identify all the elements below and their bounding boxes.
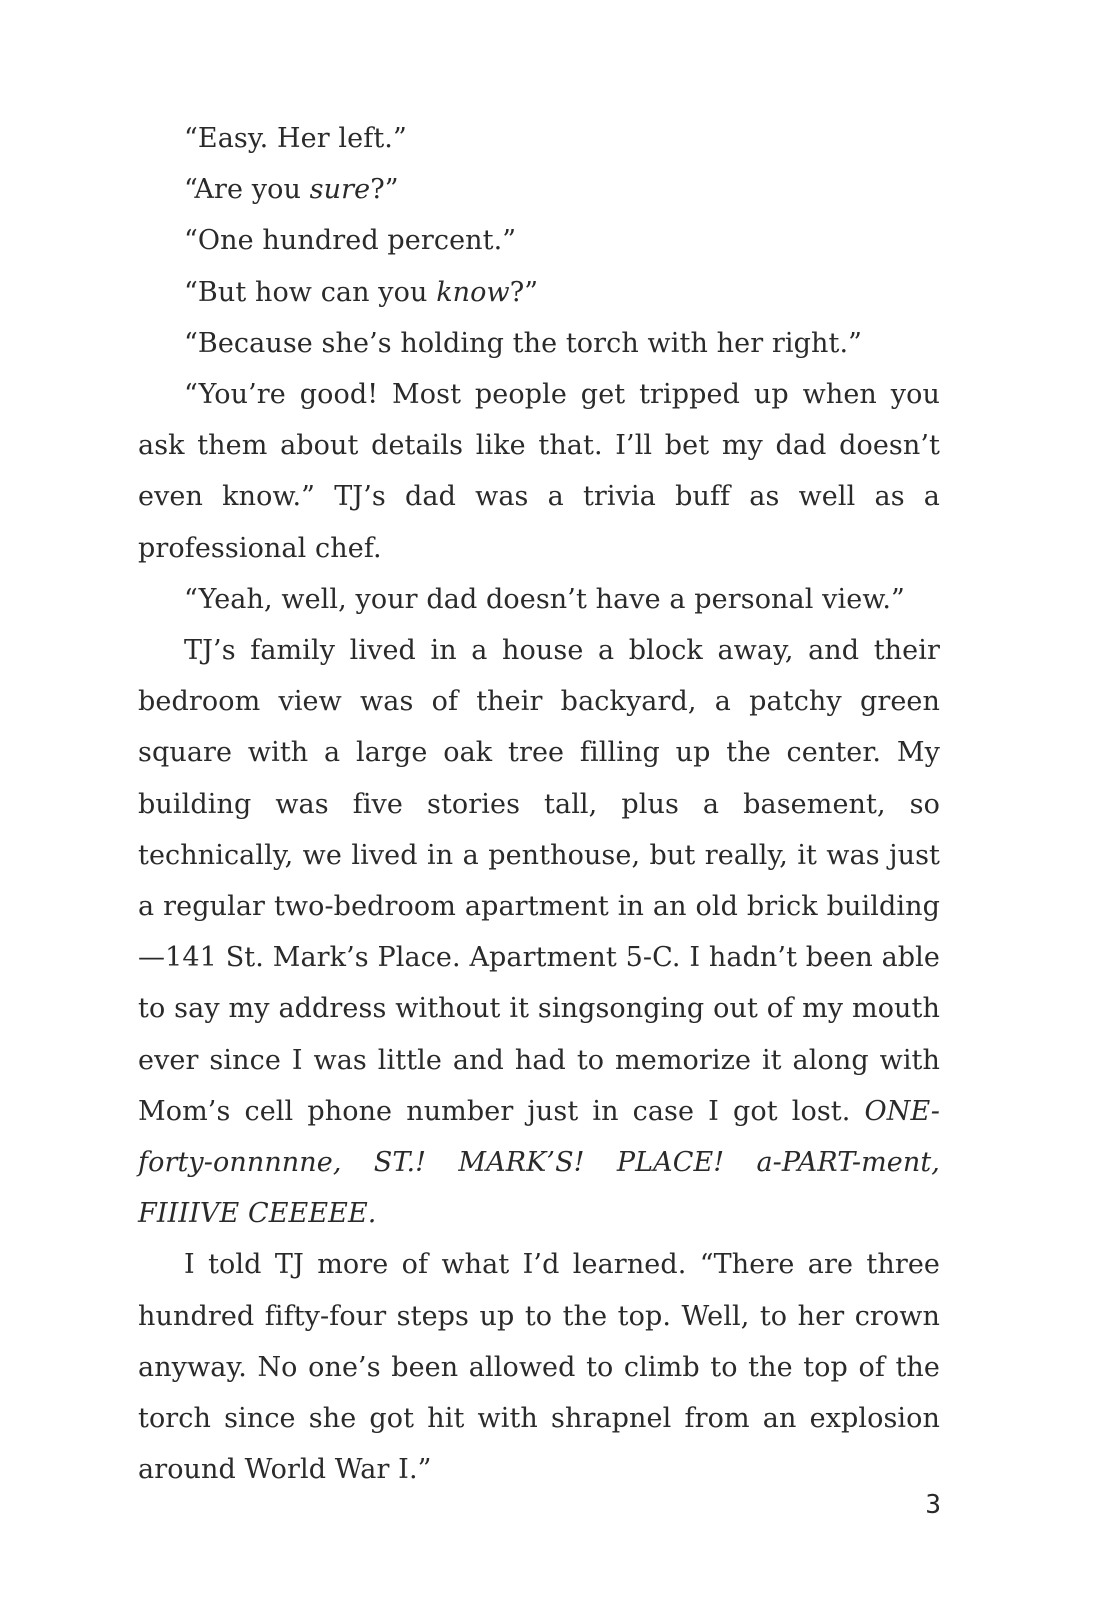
paragraph	[138, 318, 940, 369]
text-run: ?”	[370, 174, 399, 206]
paragraph	[138, 369, 940, 574]
text-run: “You’re good! Most people get tripped up when you ask them about details like that. I’ll bet my dad doesn’t even know.” TJ’s dad was a trivia buff as well as a professional chef.	[138, 379, 940, 564]
text-run: ?”	[509, 276, 539, 308]
italic-text-run: ONE-forty-onnnnne, ST.! MARK’S! PLACE! a-PART-ment, FIIIIVE CEEEEE.	[138, 1095, 940, 1230]
paragraph	[138, 113, 940, 164]
text-run: “One hundred percent.”	[184, 225, 517, 257]
text-run: “But how can you	[184, 276, 437, 308]
text-run: “Yeah, well, your dad doesn’t have a personal view.”	[184, 583, 905, 615]
paragraph	[138, 574, 940, 625]
body-text	[138, 113, 940, 1495]
page-number: 3	[925, 1490, 941, 1520]
paragraph	[138, 1239, 940, 1495]
text-run: TJ’s family lived in a house a block away, and their bedroom view was of their backyard, a patchy green square with a large oak tree filling up the center. My building was five stories tall, plus a basement, so technically, we lived in a penthouse, but really, it was just a regular two-bedroom apartment in an old brick building—141 St. Mark’s Place. Apartment 5-C. I hadn’t been able to say my address without it singsonging out of my mouth ever since I was little and had to memorize it along with Mom’s cell phone number just in case I got lost.	[138, 635, 940, 1127]
paragraph	[138, 267, 940, 318]
text-run: I told TJ more of what I’d learned. “There are three hundred fifty-four steps up to the top. Well, to her crown anyway. No one’s been allowed to climb to the top of the torch since she got hit with shrapnel from an explosion around World War I.”	[138, 1249, 940, 1486]
text-run: “Are you	[184, 174, 310, 206]
italic-text-run: know	[436, 276, 510, 308]
paragraph	[138, 215, 940, 266]
text-run: “Easy. Her left.”	[184, 123, 407, 154]
text-run: “Because she’s holding the torch with her right.”	[184, 327, 863, 359]
italic-text-run: sure	[309, 174, 371, 206]
paragraph	[138, 625, 940, 1239]
paragraph	[138, 164, 940, 215]
